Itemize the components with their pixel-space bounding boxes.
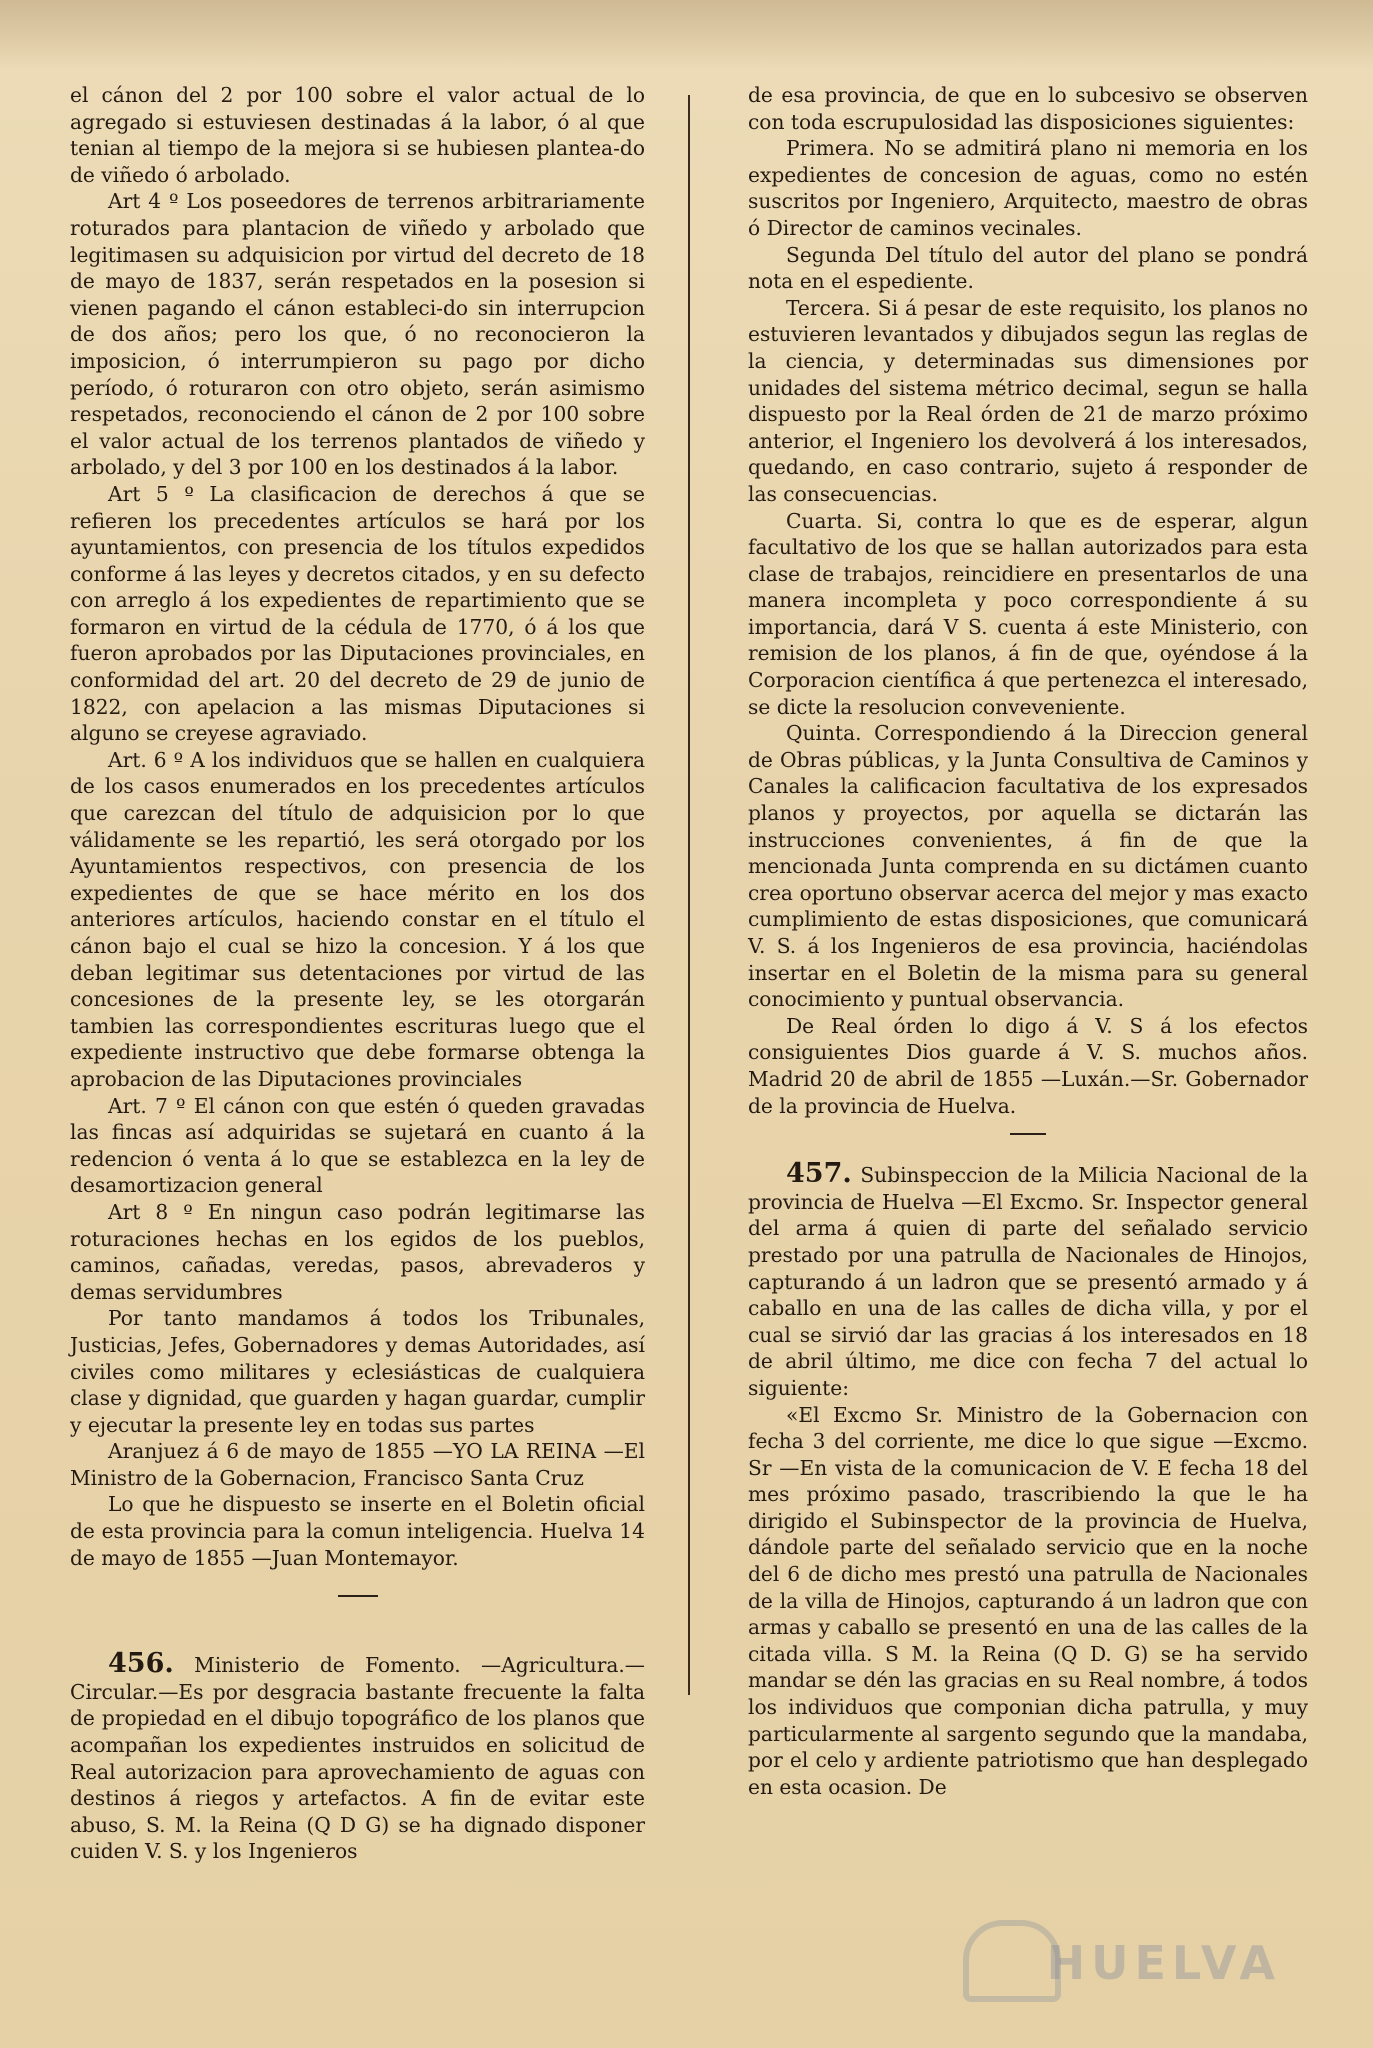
left-column	[70, 82, 645, 1865]
quoted-communication: «El Excmo Sr. Ministro de la Gobernacion con fecha 3 del corriente, me dice lo que sigue —Excmo. Sr —En vista de la comunicacion de V. E fecha 18 del mes próximo pasado, trascribiendo la que le ha dirigido el Subinspector de la provincia de Huelva, dándole parte del señalado servicio que en la noche del 6 de dicho mes prestó una patrulla de Nacionales de la villa de Hinojos, capturando á un ladron que con armas y caballo se presentó en una de las calles de la citada villa. S M. la Reina (Q D. G) se ha servido mandar se dén las gracias en su Real nombre, á todos los individuos que componian dicha patrulla, y muy particularmente al sargento segundo que la mandaba, por el celo y ardiente patriotismo que han desplegado en esta ocasion. De	[748, 1402, 1308, 1799]
royal-signature: Aranjuez á 6 de mayo de 1855 —YO LA REINA —El Ministro de la Gobernacion, Francisco Santa Cruz	[70, 1439, 645, 1490]
article-4: Art 4 º Los poseedores de terrenos arbitrariamente roturados para plantacion de viñedo y arbolado que legitimasen su adquisicion por virtud del decreto de 18 de mayo de 1837, serán respetados en la posesion si vienen pagando el cánon estableci-do sin interrupcion de dos años; pero los que, ó no reconocieron la imposicion, ó interrumpieron su pago por dicho período, ó roturaron con otro objeto, serán asimismo respetados, reconociendo el cánon de 2 por 100 sobre el valor actual de los terrenos plantados de viñedo y arbolado, y del 3 por 100 en los destinados á la labor.	[70, 189, 645, 480]
provision-quinta: Quinta. Correspondiendo á la Direccion general de Obras públicas, y la Junta Consultiva de Caminos y Canales la calificacion facultativa de los expresados planos y proyectos, por aquella se dictarán las instrucciones convenientes, á fin de que la mencionada Junta comprenda en su dictámen cuanto crea oportuno observar acerca del mejor y mas exacto cumplimiento de estas disposiciones, que comunicará V. S. á los Ingenieros de esa provincia, haciéndolas insertar en el Boletin de la misma para su general conocimiento y puntual observancia.	[748, 721, 1308, 1012]
column-divider	[688, 95, 690, 1695]
provision-primera: Primera. No se admitirá plano ni memoria en los expedientes de concesion de aguas, como no estén suscritos por Ingeniero, Arquitecto, maestro de obras ó Director de caminos vecinales.	[748, 136, 1308, 240]
right-column	[748, 82, 1308, 1800]
section-separator-right	[1010, 1133, 1046, 1135]
provision-cuarta: Cuarta. Si, contra lo que es de esperar, algun facultativo de los que se hallan autorizados para esta clase de trabajos, reincidiere en presentarlos de una manera incompleta y poco correspondiente á su importancia, dará V S. cuenta á este Ministerio, con remision de los planos, á fin de que, oyéndose á la Corporacion científica á que pertenezca el interesado, se dicte la resolucion conveveniente.	[748, 508, 1308, 719]
watermark-text: HUELVA	[1046, 1936, 1281, 1990]
right-paragraph-1: de esa provincia, de que en lo subcesivo se observen con toda escrupulosidad las disposiciones siguientes:	[748, 83, 1308, 134]
page-top-edge	[0, 0, 1373, 70]
circular-456-text: Ministerio de Fomento. —Agricultura.— Circular.—Es por desgracia bastante frecuente la falta de propiedad en el dibujo topográfico de los planos que acompañan los expedientes instruidos en solicitud de Real autorizacion para aprovechamiento de aguas con destinos á riegos y artefactos. A fin de evitar este abuso, S. M. la Reina (Q D G) se ha dignado disponer cuiden V. S. y los Ingenieros	[70, 1653, 645, 1864]
article-8: Art 8 º En ningun caso podrán legitimarse las roturaciones hechas en los egidos de los pueblos, caminos, cañadas, veredas, pasos, abrevaderos y demas servidumbres	[70, 1199, 645, 1304]
governor-note: Lo que he dispuesto se inserte en el Boletin oficial de esta provincia para la comun inteligencia. Huelva 14 de mayo de 1855 —Juan Montemayor.	[70, 1492, 645, 1570]
mandate-paragraph: Por tanto mandamos á todos los Tribunales, Justicias, Jefes, Gobernadores y demas Autoridades, así civiles como militares y eclesiásticas de cualquiera clase y dignidad, que guarden y hagan guardar, cumplir y ejecutar la presente ley en todas sus partes	[70, 1306, 645, 1437]
article-5: Art 5 º La clasificacion de derechos á que se refieren los precedentes artículos se hará por los ayuntamientos, con presencia de los títulos expedidos conforme á las leyes y decretos citados, y en su defecto con arreglo á los expedientes de repartimiento que se formaron en virtud de la cédula de 1770, ó á los que fueron aprobados por las Diputaciones provinciales, en conformidad del art. 20 del decreto de 29 de junio de 1822, con apelacion a las mismas Diputaciones si alguno se creyese agraviado.	[70, 481, 645, 746]
article-7: Art. 7 º El cánon con que estén ó queden gravadas las fincas así adquiridas se sujetará en cuanto á la redencion ó venta á lo que se establezca en la ley de desamortizacion general	[70, 1093, 645, 1198]
item-number-457: 457.	[786, 1158, 852, 1190]
article-6: Art. 6 º A los individuos que se hallen en cualquiera de los casos enumerados en los precedentes artículos que carezcan del título de adquisicion por lo que válidamente se les repartió, les será otorgado por los Ayuntamientos respectivos, con presencia de los expedientes de que se hace mérito en los dos anteriores artículos, haciendo constar en el título el cánon bajo el cual se hizo la concesion. Y á los que deban legitimar sus detentaciones por virtud de las concesiones de la presente ley, se les otorgarán tambien las correspondientes escrituras luego que el expediente instructivo que debe formarse obtenga la aprobacion de las Diputaciones provinciales	[70, 747, 645, 1091]
circular-456	[70, 1648, 645, 1865]
item-457	[748, 1158, 1308, 1401]
provision-segunda: Segunda Del título del autor del plano se pondrá nota en el espediente.	[748, 242, 1308, 294]
item-457-text: Subinspeccion de la Milicia Nacional de la provincia de Huelva —El Excmo. Sr. Inspector general del arma á quien di parte del señalado servicio prestado por una patrulla de Nacionales de Hinojos, capturando á un ladron que se presentó armado y á caballo en una de las calles de dicha villa, y por el cual se sirvió dar las gracias á los interesados en 18 de abril último, me dice con fecha 7 del actual lo siguiente:	[748, 1163, 1308, 1400]
item-number-456: 456.	[108, 1648, 174, 1680]
royal-order-closing: De Real órden lo digo á V. S á los efectos consiguientes Dios guarde á V. S. muchos años. Madrid 20 de abril de 1855 —Luxán.—Sr. Gobernador de la provincia de Huelva.	[748, 1013, 1308, 1118]
provision-tercera: Tercera. Si á pesar de este requisito, los planos no estuvieren levantados y dibujados segun las reglas de la ciencia, y determinadas sus dimensiones por unidades del sistema métrico decimal, segun se halla dispuesto por la Real órden de 21 de marzo próximo anterior, el Ingeniero los devolverá á los interesados, quedando, en caso contrario, sujeto á responder de las consecuencias.	[748, 295, 1308, 506]
section-separator-left	[338, 1595, 378, 1597]
left-paragraph-1: el cánon del 2 por 100 sobre el valor actual de lo agregado si estuviesen destinadas á la labor, ó al que tenian al tiempo de la mejora si se hubiesen plantea-do de viñedo ó arbolado.	[70, 83, 645, 187]
